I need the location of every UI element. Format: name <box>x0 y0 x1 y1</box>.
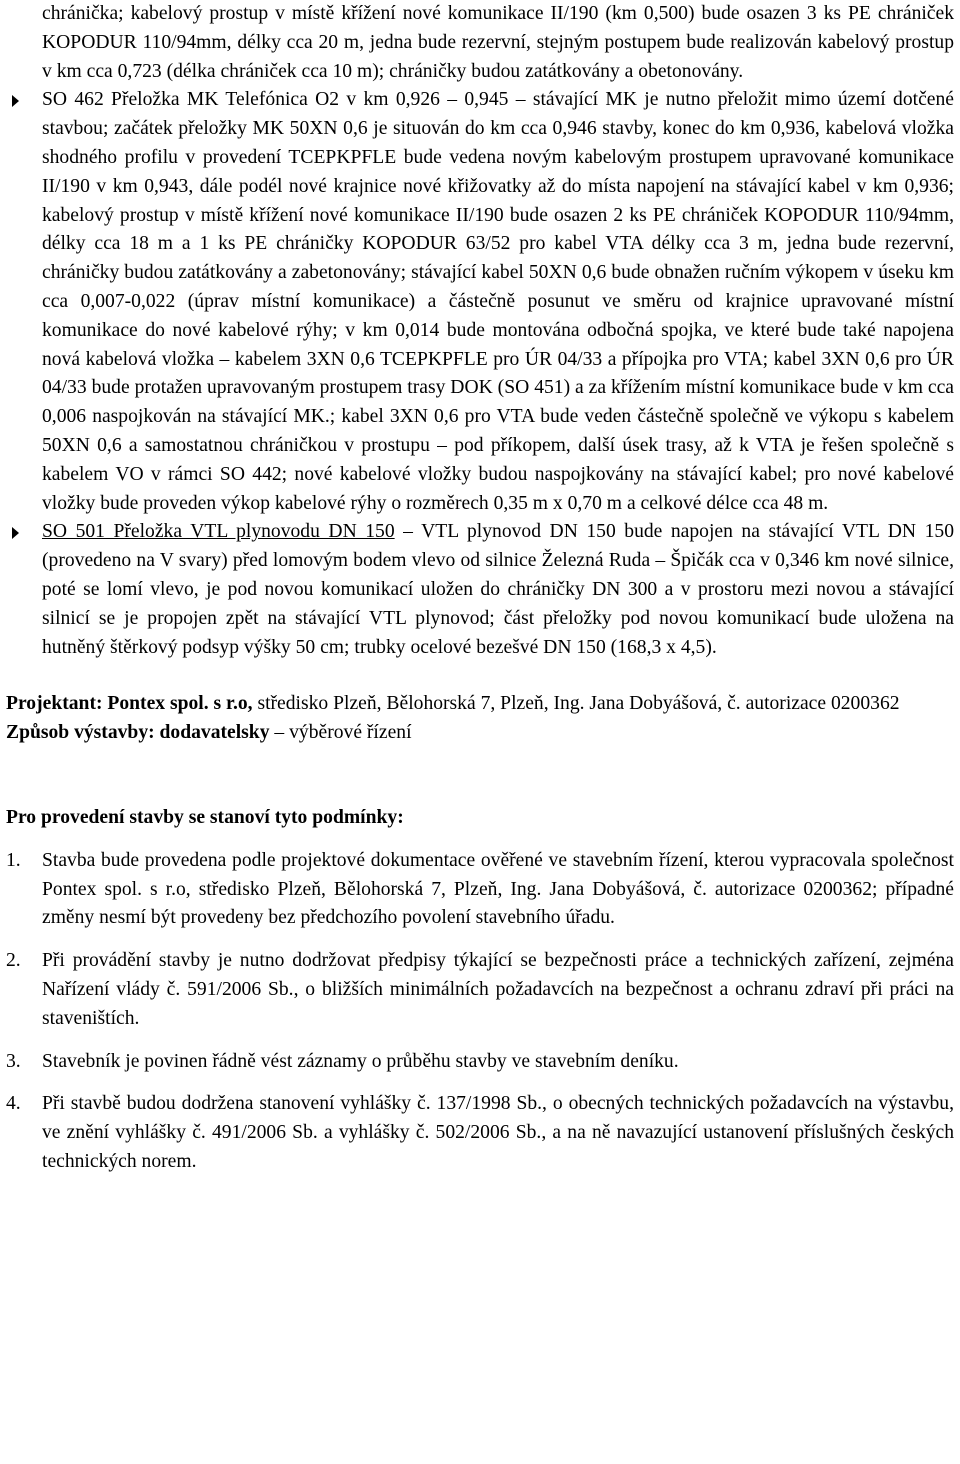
bullet-arrow-icon <box>12 527 19 539</box>
condition-number: 1. <box>6 849 21 871</box>
conditions-heading: Pro provedení stavby se stanoví tyto podmínky: <box>6 806 404 828</box>
condition-text: Při stavbě budou dodržena stanovení vyhlášky č. 137/1998 Sb., o obecných technických požadavcích na výstavbu, ve znění vyhlášky č. 491/2006 Sb. a vyhlášky č. 502/2006 Sb., a na ně navazující ustanovení příslušných českých technických norem. <box>42 1093 954 1172</box>
bullet-so501 <box>42 518 954 662</box>
projektant-text: středisko Plzeň, Bělohorská 7, Plzeň, Ing. Jana Dobyášová, č. autorizace 0200362 <box>252 693 900 715</box>
bullet-body: – VTL plynovod DN 150 bude napojen na stávající VTL DN 150 (provedeno na V svary) před lomovým bodem vlevo od silnice Železná Ruda – Špičák cca v 0,346 km nové silnice, poté se lomí vlevo, je pod novou komunikací uložen do chráničky DN 300 a v prostoru mezi novou a stávající silnicí se je propojen zpět na stávající VTL plynovod; část přeložky pod novou komunikací bude uložena na hutněný štěrkový podsyp výšky 50 cm; trubky ocelové bezešvé DN 150 (168,3 x 4,5). <box>42 521 954 658</box>
condition-item <box>6 1048 954 1077</box>
condition-number: 4. <box>6 1093 21 1115</box>
zpusob-line <box>6 719 954 748</box>
bullet-heading: SO 462 Přeložka MK Telefónica O2 v km 0,926 – 0,945 <box>42 89 509 111</box>
condition-item <box>6 847 954 933</box>
condition-text: Stavba bude provedena podle projektové dokumentace ověřené ve stavebním řízení, kterou vypracovala společnost Pontex spol. s r.o, středisko Plzeň, Bělohorská 7, Plzeň, Ing. Jana Dobyášová, č. autorizace 0200362; případné změny nesmí být provedeny bez předchozího povolení stavebního úřadu. <box>42 849 954 929</box>
projektant-label: Projektant: Pontex spol. s r.o, <box>6 693 253 715</box>
condition-text: Stavebník je povinen řádně vést záznamy o průběhu stavby ve stavebním deníku. <box>42 1050 679 1072</box>
projektant-line <box>6 690 954 719</box>
condition-number: 2. <box>6 950 21 972</box>
bullet-heading: SO 501 Přeložka VTL plynovodu DN 150 <box>42 521 395 543</box>
intro-paragraph: chránička; kabelový prostup v místě křížení nové komunikace II/190 (km 0,500) bude osazen 3 ks PE chrániček KOPODUR 110/94mm, délky cca 20 m, jedna bude rezervní, stejným postupem bude realizován kabelový prostup v km cca 0,723 (délka chrániček cca 10 m); chráničky budou zatátkovány a obetonovány. <box>42 3 954 82</box>
zpusob-label: Způsob výstavby: dodavatelsky <box>6 722 270 744</box>
bullet-body: – stávající MK je nutno přeložit mimo území dotčené stavbou; začátek přeložky MK 50XN 0,6 je situován do km cca 0,946 stavby, konec do km 0,936, kabelová vložka shodného profilu v provedení TCEPKPFLE bude vedena novým kabelovým prostupem upravované komunikace II/190 v km 0,943, dále podél nové krajnice nové křižovatky až do místa napojení na stávající kabel v km 0,936; kabelový prostup v místě křížení nové komunikace II/190 bude osazen 2 ks PE chrániček KOPODUR 110/94mm, délky cca 18 m a 1 ks PE chráničky KOPODUR 63/52 pro kabel VTA délky cca 3 m, jedna bude rezervní, chráničky budou zatátkovány a zabetonovány; stávající kabel 50XN 0,6 bude obnažen ručním výkopem v úseku km cca 0,007-0,022 (úprav místní komunikace) a částečně posunut ve směru od krajnice upravované místní komunikace do nové kabelové rýhy; v km 0,014 bude montována odbočná spojka, ve které bude také napojena nová kabelová vložka – kabelem 3XN 0,6 TCEPKPFLE pro ÚR 04/33 a přípojka pro VTA; kabel 3XN 0,6 pro ÚR 04/33 bude protažen upravovaným prostupem trasy DOK (SO 451) a za křížením místní komunikace bude v km cca 0,006 naspojkován na stávající MK.; kabel 3XN 0,6 pro VTA bude veden částečně společně ve výkopu s kabelem 50XN 0,6 a samostatnou chráničkou v prostupu – pod příkopem, další úsek trasy, až k VTA je řešen společně s kabelem VO v rámci SO 442; nové kabelové vložky budou naspojkovány na stávající kabel; pro nové kabelové vložky bude proveden výkop kabelové rýhy o rozměrech 0,35 m x 0,70 m a celkové délce cca 48 m. <box>42 89 954 514</box>
zpusob-text: – výběrové řízení <box>269 722 412 744</box>
condition-item <box>6 1090 954 1176</box>
condition-text: Při provádění stavby je nutno dodržovat předpisy týkající se bezpečnosti práce a technických zařízení, zejména Nařízení vlády č. 591/2006 Sb., o bližších minimálních požadavcích na bezpečnost a ochranu zdraví při práci na staveništích. <box>42 950 954 1029</box>
bullet-arrow-icon <box>12 95 19 107</box>
bullet-so462 <box>42 86 954 518</box>
condition-item <box>6 947 954 1033</box>
condition-number: 3. <box>6 1050 21 1072</box>
